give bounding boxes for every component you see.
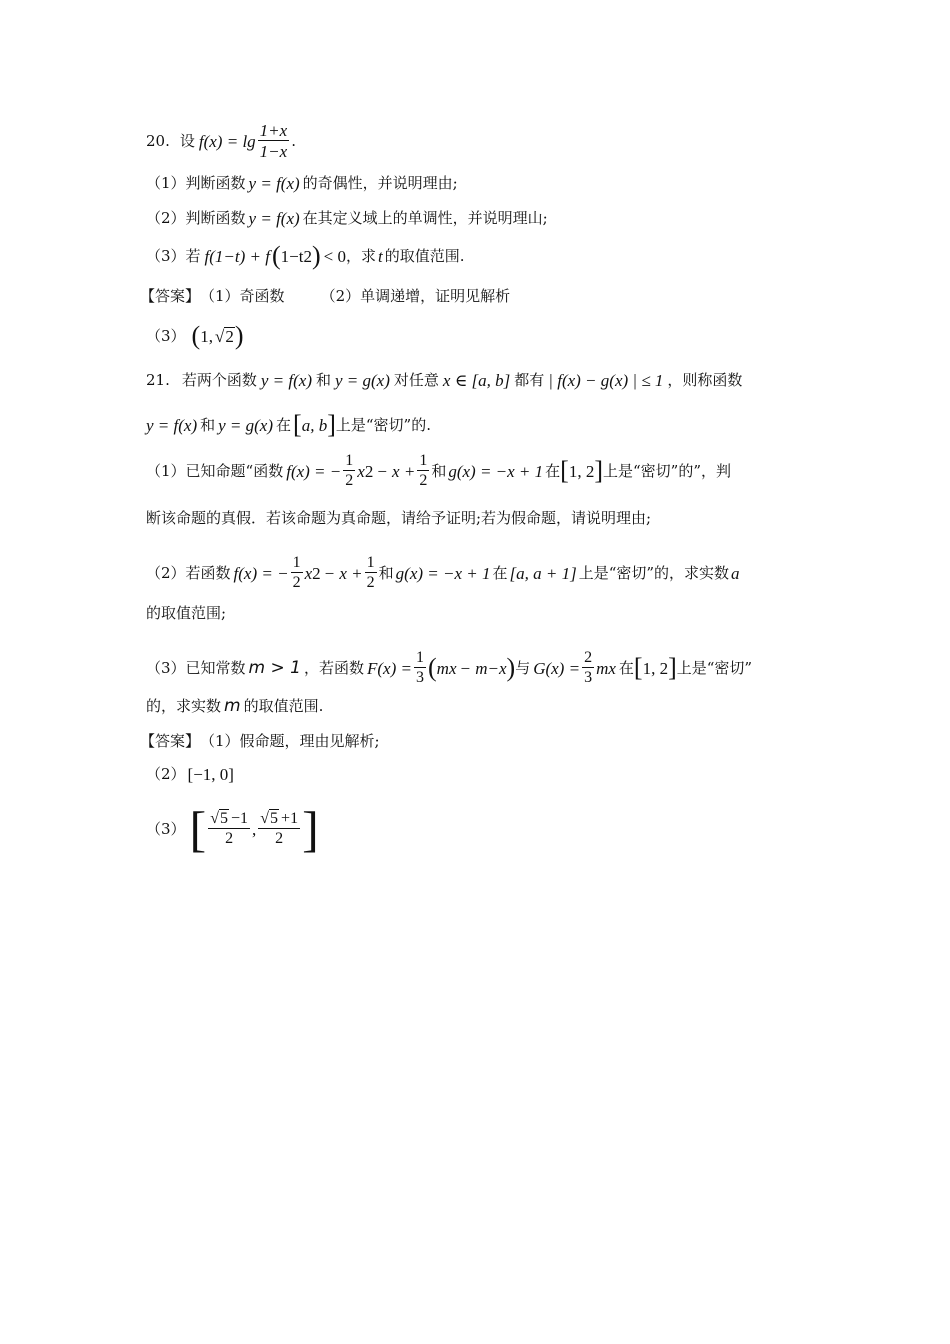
q21-part1-line1	[146, 453, 731, 489]
q21-ans3-num2-rest: +1	[281, 810, 299, 827]
q21-p1-label: （1）已知命题“函数	[146, 461, 284, 480]
q21-p3-in: 在	[618, 658, 634, 677]
q21-t5: ，则称函数	[667, 371, 743, 389]
q21-p1-and: 和	[431, 461, 447, 480]
q21-ans3-sqrt-sign-1: √	[210, 810, 219, 827]
q21-answer	[140, 732, 380, 750]
q21-p2-interval: [a, a + 1]	[509, 563, 577, 583]
q21-l2-m1: y = f(x)	[146, 415, 198, 435]
q21-p3-G-m: m	[596, 658, 609, 678]
q21-l2-t1: 和	[200, 415, 216, 434]
q21-p2-in: 在	[492, 563, 508, 582]
q21-part2-line1	[146, 555, 740, 591]
q20-part3	[146, 243, 465, 269]
q21-p1-interval: 1, 2	[568, 461, 595, 481]
q20-fraction	[258, 122, 290, 160]
q20-answer-2: （2）单调递增，证明见解析	[320, 287, 511, 305]
q21-answer-label: 【答案】	[140, 732, 201, 750]
q21-p1-exp: 2	[364, 461, 374, 481]
q21-p1-frac-b: $\frac{1}{2}$	[419, 452, 428, 489]
q21-ans3-bracket-close: ]	[302, 801, 319, 857]
q20-answer	[140, 287, 511, 305]
q20-ans3-sqrt: 2	[225, 327, 234, 346]
q21-answer-3-label: （3）	[146, 819, 186, 838]
q21-ans3-den-1: 2	[225, 830, 234, 847]
q21-ans3-frac-2	[258, 811, 300, 847]
q21-p3-line2a: 的，求实数	[146, 697, 222, 715]
q20-p2-math: y = f(x)	[248, 209, 300, 228]
q21-ans3-comma: ,	[252, 819, 257, 839]
q21-p2-exp: 2	[312, 563, 321, 583]
q20-p1-text: 的奇偶性，并说明理由;	[302, 174, 458, 192]
q21-l2-bracket-open: [	[293, 410, 302, 439]
q20-answer-label: 【答案】	[140, 287, 201, 305]
q21-p2-var: a	[731, 563, 740, 583]
q21-p2-line2: 的取值范围;	[146, 604, 227, 622]
q21-t2: 和	[315, 371, 331, 389]
q20-end: .	[291, 131, 296, 150]
q20-p3-text-b: 的取值范围.	[384, 246, 465, 265]
q20-ans3-sqrt-sign: √	[214, 326, 225, 346]
q21-p3-F: F(x) =	[367, 658, 412, 678]
q21-ans3-den-2: 2	[275, 830, 284, 847]
q21-p3-t1: ，若函数	[303, 658, 364, 677]
q21-part2-line2	[146, 606, 226, 621]
q21-answer-1: （1）假命题，理由见解析;	[200, 732, 380, 750]
q21-statement-line2	[146, 412, 431, 438]
q21-t4: 都有	[514, 371, 545, 389]
q20-p3-exp: 2	[303, 246, 312, 266]
q20-p3-paren-open: (	[271, 241, 281, 270]
q21-p3-exp-G: x	[608, 658, 616, 678]
q21-p3-cond: m > 1	[248, 657, 301, 678]
q20-part2	[146, 210, 548, 227]
q20-p3-label: （3）若	[146, 246, 201, 265]
q20-p1-math: y = f(x)	[248, 174, 300, 193]
q21-p1-mid: − x +	[376, 461, 416, 481]
q20-func: f(x) = lg	[198, 131, 256, 151]
q21-ans3-frac-1	[208, 811, 250, 847]
q20-p2-text: 在其定义域上的单调性，并说明理山;	[302, 209, 548, 227]
q21-ans3-num1-rest: −1	[230, 810, 249, 827]
q21-l2-t3: 上是“密切”的.	[335, 415, 431, 434]
q20-answer-1: （1）奇函数	[200, 287, 285, 305]
q21-part3-line2	[146, 698, 323, 715]
q21-p1-line2: 断该命题的真假．若该命题为真命题，请给予证明;若为假命题，请说明理由;	[146, 509, 652, 527]
q20-p3-math-b: 1−t	[280, 246, 304, 266]
q21-l2-bracket-close: ]	[327, 410, 336, 439]
q20-p3-var: t	[378, 246, 383, 266]
q21-p2-x: x	[304, 563, 313, 583]
q21-p2-label: （2）若函数	[146, 563, 231, 582]
q21-p1-frac-a: $\frac{1}{2}$	[345, 452, 354, 489]
q21-ans3-bracket-open: [	[189, 801, 207, 857]
q21-p2-f: f(x) = −	[233, 563, 289, 583]
q21-p2-mid: − x +	[323, 563, 363, 583]
q21-m3: x ∈ [a, b]	[442, 371, 511, 390]
q21-answer-2-label: （2）	[146, 765, 186, 783]
q21-p1-g: g(x) = −x + 1	[448, 461, 544, 481]
q20-number: 20.	[146, 131, 170, 150]
q21-p1-bracket-open: [	[560, 456, 569, 485]
q21-p3-label: （3）已知常数	[146, 658, 246, 677]
q20-answer-3-label: （3）	[146, 326, 186, 345]
q20-ans3-paren-close: )	[234, 321, 244, 350]
q21-part3-line1	[146, 650, 752, 686]
q21-p3-frac-F: $\frac{1}{3}$	[415, 649, 424, 686]
q20-frac-num: 1+x	[259, 121, 288, 140]
q21-ans3-sqrt-1: 5	[219, 810, 228, 827]
q20-p3-math-c: < 0	[323, 246, 346, 266]
q21-answer-2: [−1, 0]	[187, 765, 234, 784]
q21-p3-F-inner-b: − m	[459, 658, 488, 678]
q20-lead: 设	[179, 131, 195, 150]
q21-p3-frac-G: $\frac{2}{3}$	[584, 649, 593, 686]
q21-p1-bracket-close: ]	[594, 456, 604, 485]
q21-p1-x2: x	[357, 461, 365, 481]
q21-p3-G: G(x) =	[533, 658, 581, 678]
q20-ans3-paren-open: (	[191, 321, 201, 350]
q21-p2-frac-b: $\frac{1}{2}$	[366, 554, 375, 591]
q20-statement	[146, 122, 296, 160]
q21-p1-tail: 上是“密切”的”，判	[603, 461, 732, 480]
q20-part1	[146, 175, 458, 192]
q21-p3-F-inner-a: m	[436, 658, 449, 678]
q20-p1-label: （1）判断函数	[146, 174, 246, 192]
q21-l2-t2: 在	[276, 415, 292, 434]
q21-p1-in: 在	[545, 461, 561, 480]
q21-p3-interval: 1, 2	[642, 658, 669, 678]
q21-p2-and: 和	[378, 563, 394, 582]
q21-answer-3-line	[146, 801, 319, 857]
q21-ans3-sqrt-sign-2: √	[260, 810, 270, 827]
q21-p1-f: f(x) = −	[286, 461, 342, 481]
q21-m1: y = f(x)	[260, 371, 312, 390]
q21-t3: 对任意	[393, 371, 439, 389]
q21-m4: | f(x) − g(x) | ≤ 1	[548, 371, 664, 390]
q21-ans3-sqrt-2: 5	[270, 810, 279, 827]
q21-p3-bracket-close: ]	[668, 653, 677, 682]
q20-p3-paren-close: )	[311, 241, 321, 270]
q21-p3-tail: 上是“密切”	[676, 658, 753, 677]
q21-p3-line2-var: m	[224, 696, 241, 716]
q21-p3-paren-close: )	[506, 653, 516, 682]
q20-p3-text-a: ，求	[345, 246, 376, 265]
q21-p3-exp-b: −x	[487, 658, 507, 678]
q21-p3-paren-open: (	[427, 653, 437, 682]
q21-part1-line2	[146, 511, 651, 526]
q21-p2-g: g(x) = −x + 1	[395, 563, 491, 583]
q21-answer-2-line	[146, 766, 234, 783]
q21-p3-exp-a: x	[448, 658, 457, 678]
q21-statement-line1	[146, 372, 742, 389]
q20-frac-den: 1−x	[259, 142, 288, 161]
q21-p3-line2b: 的取值范围.	[243, 697, 324, 715]
q20-ans3-value: 1,	[200, 326, 213, 346]
q21-m2: y = g(x)	[335, 371, 390, 390]
q21-t1: 若两个函数	[181, 371, 257, 389]
q20-p3-math-a: f(1−t) + f	[204, 246, 270, 266]
q21-p3-yu: 与	[515, 658, 531, 677]
q21-l2-m2: y = g(x)	[218, 415, 274, 435]
q21-number: 21.	[146, 371, 170, 389]
q20-answer-3	[146, 323, 243, 349]
q21-p3-bracket-open: [	[633, 653, 643, 682]
q20-p2-label: （2）判断函数	[146, 209, 246, 227]
q21-l2-m3: a, b	[301, 415, 328, 435]
q21-p2-tail: 上是“密切”的，求实数	[578, 563, 730, 582]
q21-p2-frac-a: $\frac{1}{2}$	[292, 554, 301, 591]
